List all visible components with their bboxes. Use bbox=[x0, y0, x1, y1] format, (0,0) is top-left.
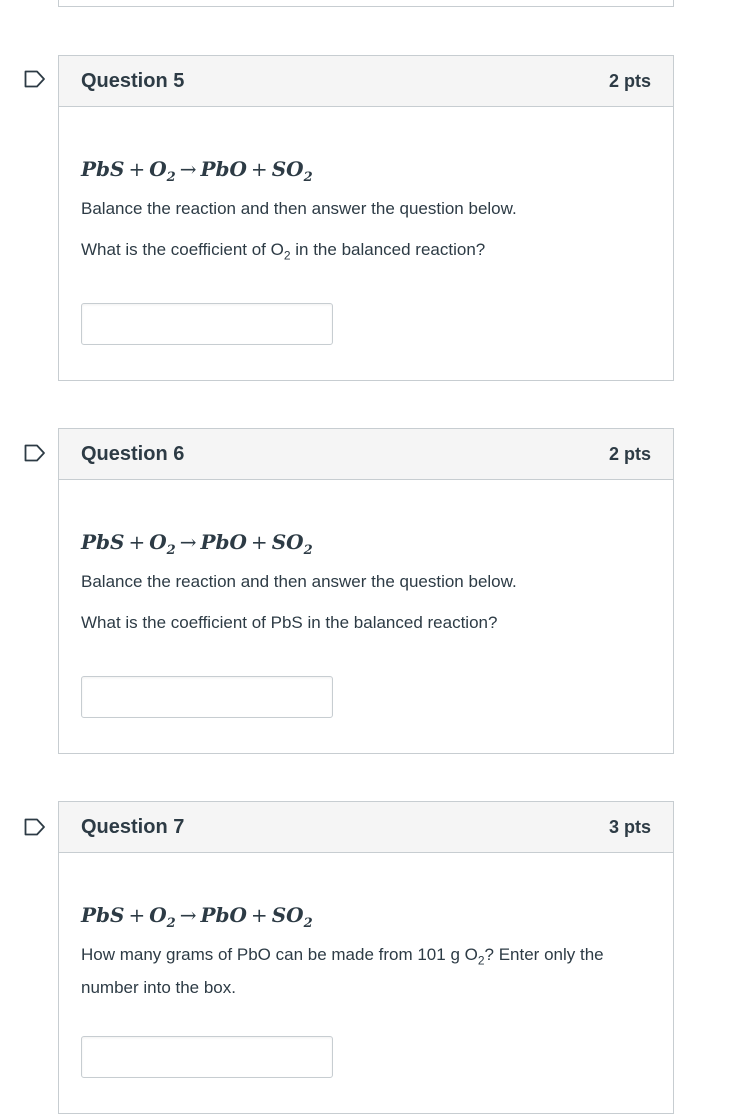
question-points: 2 pts bbox=[608, 70, 651, 91]
reactant-1: PbS bbox=[81, 157, 125, 181]
question-instruction: Balance the reaction and then answer the question below. bbox=[81, 199, 517, 218]
product-1: PbO bbox=[200, 903, 247, 927]
question-5-card bbox=[58, 55, 674, 381]
reaction-arrow: → bbox=[179, 903, 197, 927]
question-header bbox=[59, 802, 673, 853]
plus-sign: + bbox=[250, 530, 268, 554]
chemical-equation bbox=[81, 157, 313, 185]
reactant-2: O bbox=[149, 157, 167, 181]
plus-sign: + bbox=[128, 530, 146, 554]
product-1: PbO bbox=[200, 157, 247, 181]
answer-input[interactable] bbox=[81, 1036, 333, 1078]
chemical-equation bbox=[81, 903, 313, 931]
product-1: PbO bbox=[200, 530, 247, 554]
plus-sign: + bbox=[128, 903, 146, 927]
answer-input[interactable] bbox=[81, 676, 333, 718]
subscript: 2 bbox=[303, 916, 313, 931]
subscript: 2 bbox=[303, 543, 313, 558]
plus-sign: + bbox=[250, 903, 268, 927]
question-points: 2 pts bbox=[608, 443, 651, 464]
question-header bbox=[59, 56, 673, 107]
question-instruction: Balance the reaction and then answer the question below. bbox=[81, 572, 517, 591]
question-6-card bbox=[58, 428, 674, 754]
question-title: Question 5 bbox=[81, 69, 185, 92]
question-title: Question 6 bbox=[81, 442, 185, 465]
subscript: 2 bbox=[166, 543, 176, 558]
reaction-arrow: → bbox=[179, 157, 197, 181]
plus-sign: + bbox=[250, 157, 268, 181]
reaction-arrow: → bbox=[179, 530, 197, 554]
subscript: 2 bbox=[166, 916, 176, 931]
reactant-1: PbS bbox=[81, 530, 125, 554]
chemical-equation bbox=[81, 530, 313, 558]
flag-question-icon[interactable] bbox=[24, 70, 46, 88]
answer-input[interactable] bbox=[81, 303, 333, 345]
product-2: SO bbox=[271, 530, 304, 554]
question-points: 3 pts bbox=[608, 816, 651, 837]
question-title: Question 7 bbox=[81, 815, 185, 838]
question-prompt: What is the coefficient of PbS in the balanced reaction? bbox=[81, 613, 498, 632]
question-prompt: How many grams of PbO can be made from 101 g $O_2$? Enter only the number into the box. bbox=[81, 945, 604, 998]
reactant-2: O bbox=[149, 903, 167, 927]
product-2: SO bbox=[271, 157, 304, 181]
reactant-2: O bbox=[149, 530, 167, 554]
product-2: SO bbox=[271, 903, 304, 927]
question-7-card bbox=[58, 801, 674, 1114]
reactant-1: PbS bbox=[81, 903, 125, 927]
question-prompt: What is the coefficient of $O_2$ in the balanced reaction? bbox=[81, 240, 486, 263]
flag-question-icon[interactable] bbox=[24, 444, 46, 462]
flag-question-icon[interactable] bbox=[24, 818, 46, 836]
plus-sign: + bbox=[128, 157, 146, 181]
previous-question-card-bottom bbox=[58, 0, 674, 7]
question-header bbox=[59, 429, 673, 480]
subscript: 2 bbox=[303, 170, 313, 185]
subscript: 2 bbox=[166, 170, 176, 185]
